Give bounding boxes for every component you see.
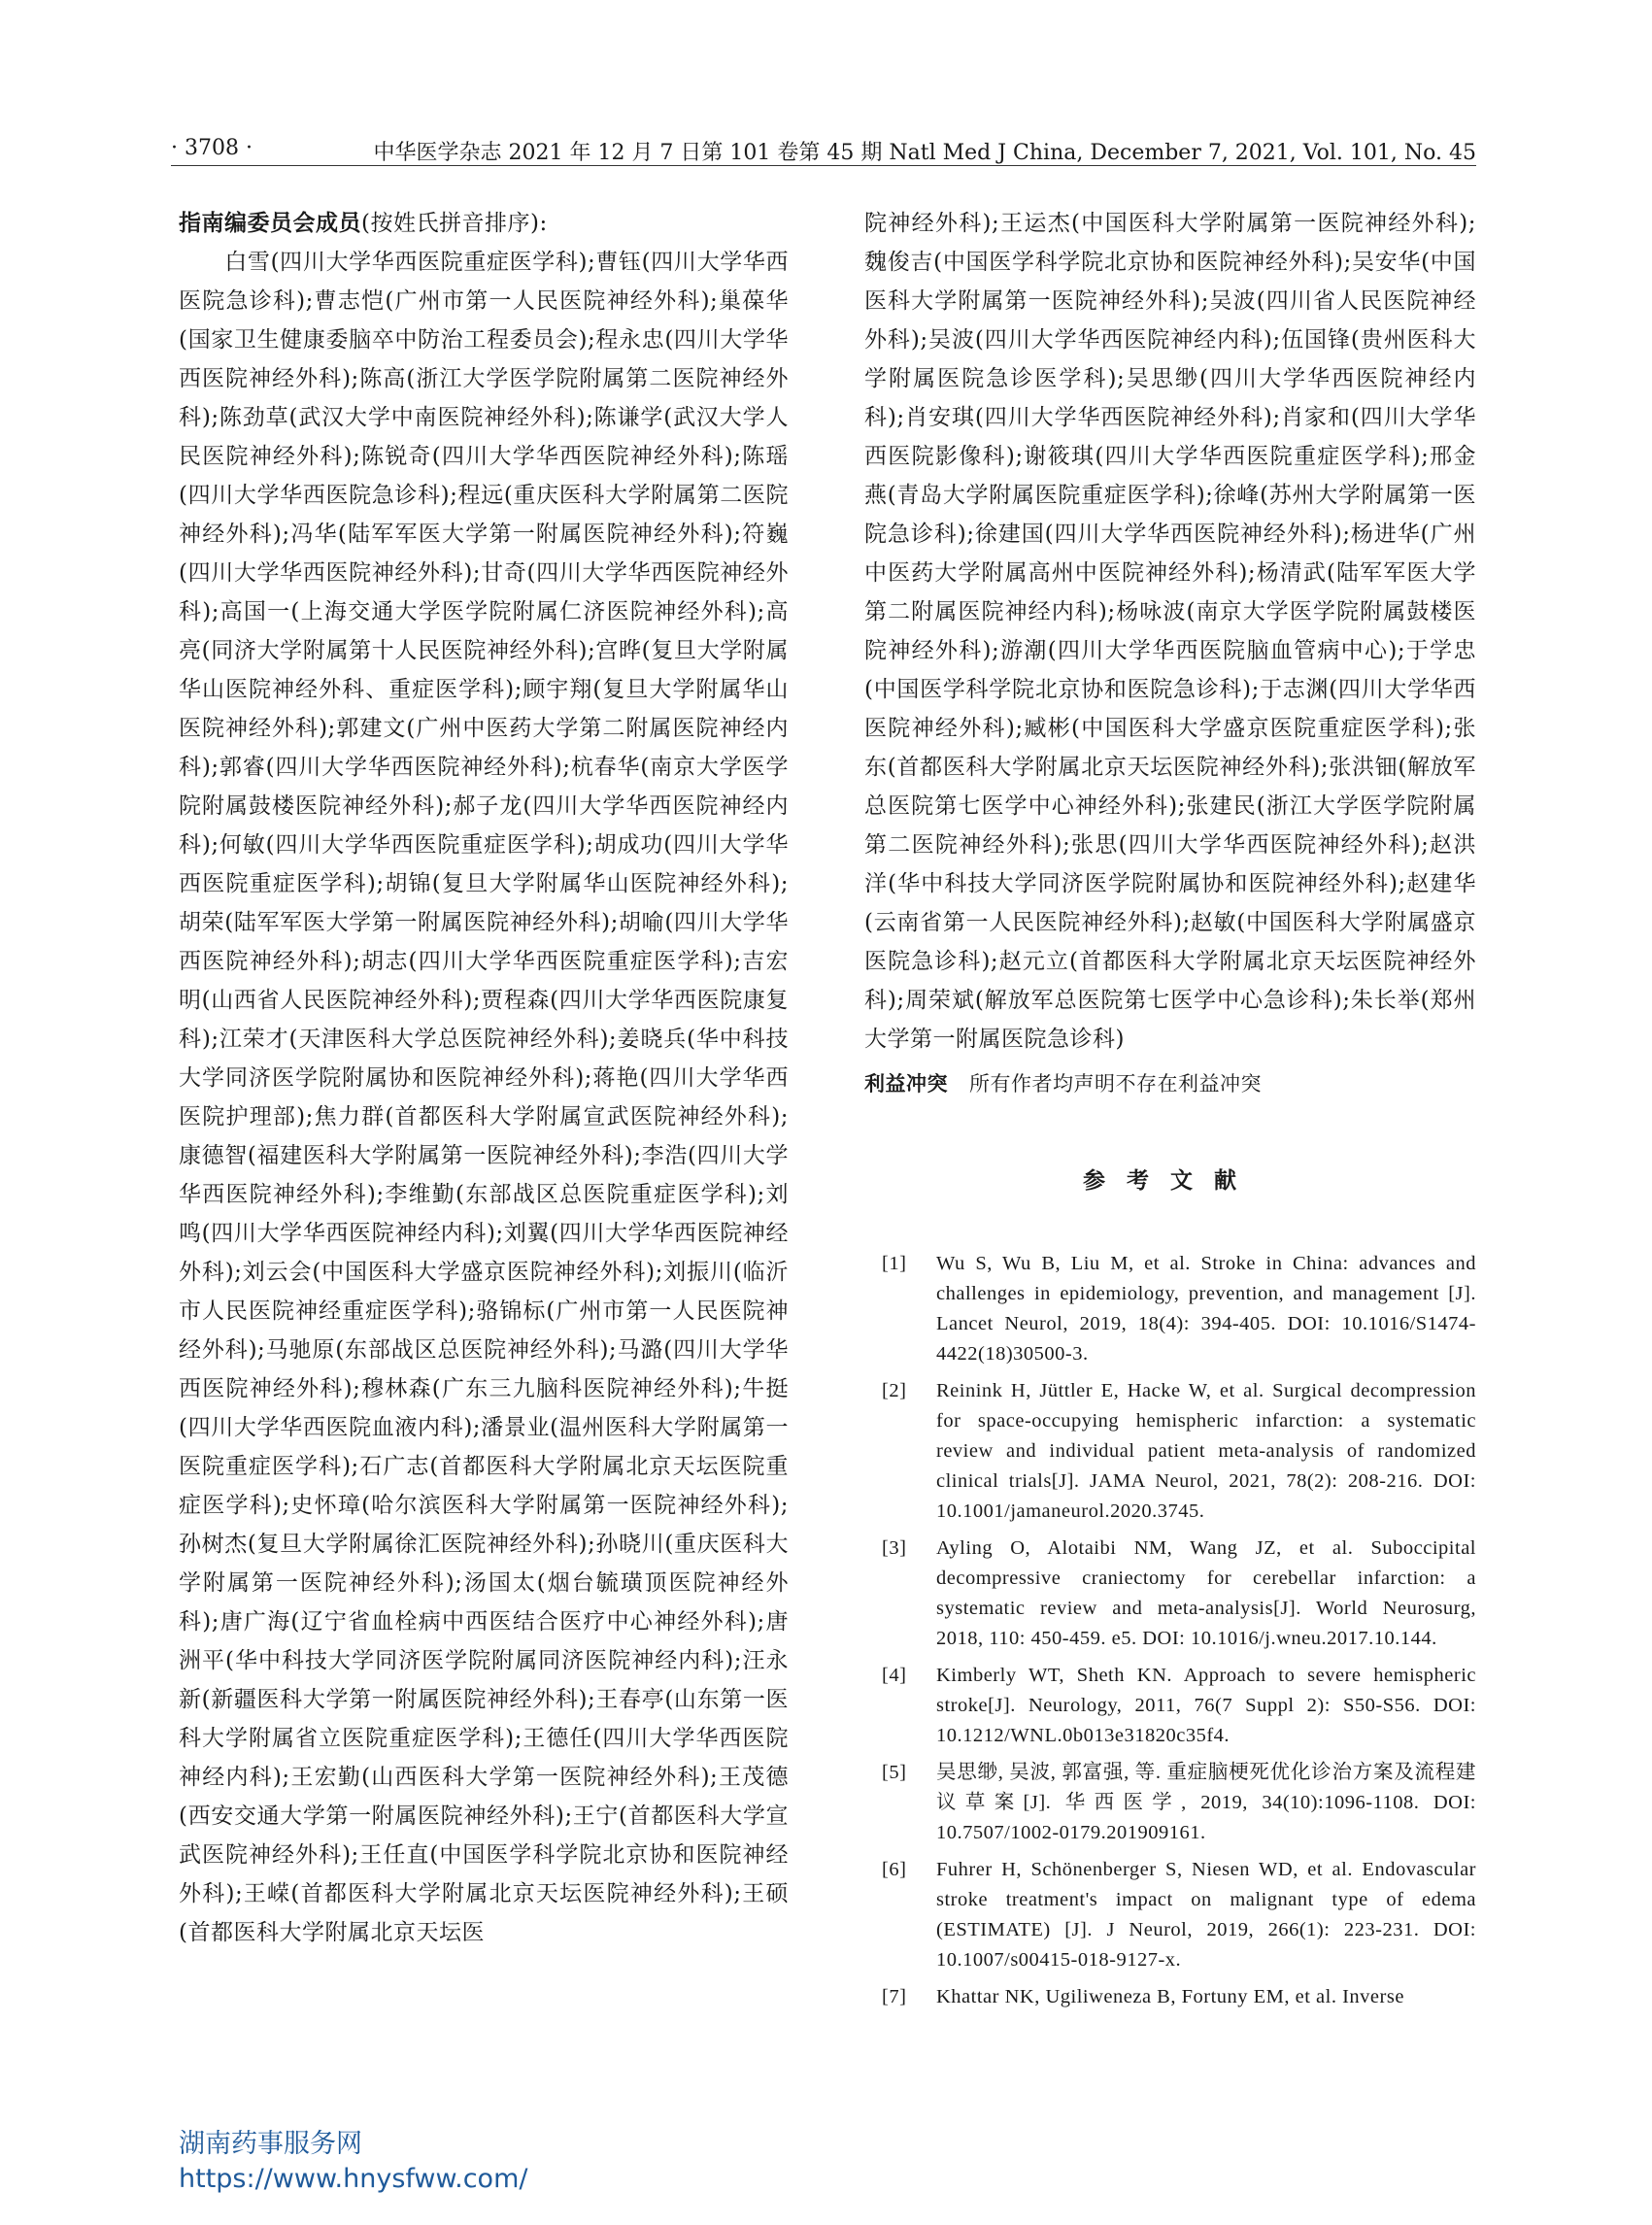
conflict-label: 利益冲突 bbox=[864, 1072, 948, 1096]
reference-item bbox=[864, 1855, 1476, 1975]
page-number: · 3708 · bbox=[171, 136, 253, 160]
reference-item bbox=[864, 1982, 1476, 2012]
reference-text: Reinink H, Jüttler E, Hacke W, et al. Surgical decompression for space-occupying hemispheric infarction: a systematic review and individual patient meta-analysis of randomized clinical trials[J]. JAMA Neurol, 2021, 78(2): 208-216. DOI: 10.1001/jamaneurol.2020.3745. bbox=[936, 1380, 1476, 1522]
running-header bbox=[171, 134, 1476, 166]
members-list-right bbox=[864, 204, 1476, 1059]
watermark-url[interactable]: https://www.hnysfww.com/ bbox=[179, 2164, 528, 2194]
reference-text: 吴思缈, 吴波, 郭富强, 等. 重症脑梗死优化诊治方案及流程建议草案[J]. 华西医学, 2019, 34(10):1096-1108. DOI: 10.7507/1002-0179.201909161. bbox=[936, 1762, 1476, 1843]
watermark-name: 湖南药事服务网 bbox=[179, 2129, 362, 2159]
site-watermark bbox=[179, 2127, 527, 2197]
reference-item bbox=[864, 1376, 1476, 1527]
reference-number: [1] bbox=[882, 1253, 907, 1274]
reference-item bbox=[864, 1758, 1476, 1848]
members-heading bbox=[179, 204, 789, 243]
reference-number: [3] bbox=[882, 1537, 907, 1559]
members-list-left bbox=[179, 243, 789, 1952]
left-column bbox=[179, 204, 789, 1952]
members-title: 指南编委员会成员 bbox=[179, 211, 361, 236]
reference-item bbox=[864, 1249, 1476, 1369]
reference-list bbox=[864, 1249, 1476, 2012]
journal-citation: 中华医学杂志 2021 年 12 月 7 日第 101 卷第 45 期 Natl Med J China, December 7, 2021, Vol. 101, No. 45 bbox=[373, 141, 1476, 165]
reference-item bbox=[864, 1534, 1476, 1654]
right-column bbox=[864, 204, 1476, 2019]
reference-number: [4] bbox=[882, 1665, 907, 1686]
reference-text: Wu S, Wu B, Liu M, et al. Stroke in China: advances and challenges in epidemiology, prevention, and management [J]. Lancet Neurol, 2019, 18(4): 394-405. DOI: 10.1016/S1474-4422(18)30500-3. bbox=[936, 1253, 1476, 1365]
conflict-of-interest bbox=[864, 1064, 1476, 1103]
reference-number: [7] bbox=[882, 1986, 907, 2007]
reference-number: [2] bbox=[882, 1380, 907, 1401]
reference-text: Khattar NK, Ugiliweneza B, Fortuny EM, et al. Inverse bbox=[936, 1986, 1404, 2007]
reference-text: Fuhrer H, Schönenberger S, Niesen WD, et al. Endovascular stroke treatment's impact on malignant type of edema (ESTIMATE) [J]. J Neurol, 2019, 266(1): 223-231. DOI: 10.1007/s00415-018-9127-x. bbox=[936, 1859, 1476, 1971]
members-text-right: 院神经外科);王运杰(中国医科大学附属第一医院神经外科);魏俊吉(中国医学科学院北京协和医院神经外科);吴安华(中国医科大学附属第一医院神经外科);吴波(四川省人民医院神经外科);吴波(四川大学华西医院神经内科);伍国锋(贵州医科大学附属医院急诊医学科);吴思缈(四川大学华西医院神经内科);肖安琪(四川大学华西医院神经外科);肖家和(四川大学华西医院影像科);谢筱琪(四川大学华西医院重症医学科);邢金燕(青岛大学附属医院重症医学科);徐峰(苏州大学附属第一医院急诊科);徐建国(四川大学华西医院神经外科);杨进华(广州中医药大学附属高州中医院神经外科);杨清武(陆军军医大学第二附属医院神经内科);杨咏波(南京大学医学院附属鼓楼医院神经外科);游潮(四川大学华西医院脑血管病中心);于学忠(中国医学科学院北京协和医院急诊科);于志渊(四川大学华西医院神经外科);臧彬(中国医科大学盛京医院重症医学科);张东(首都医科大学附属北京天坛医院神经外科);张洪钿(解放军总医院第七医学中心神经外科);张建民(浙江大学医学院附属第二医院神经外科);张思(四川大学华西医院神经外科);赵洪洋(华中科技大学同济医学院附属协和医院神经外科);赵建华(云南省第一人民医院神经外科);赵敏(中国医科大学附属盛京医院急诊科);赵元立(首都医科大学附属北京天坛医院神经外科);周荣斌(解放军总医院第七医学中心急诊科);朱长举(郑州大学第一附属医院急诊科) bbox=[864, 211, 1476, 1052]
reference-number: [5] bbox=[882, 1762, 907, 1783]
reference-number: [6] bbox=[882, 1859, 907, 1880]
members-title-suffix: (按姓氏拼音排序): bbox=[361, 211, 548, 236]
references-heading: 参考文献 bbox=[1083, 1168, 1258, 1194]
reference-item bbox=[864, 1661, 1476, 1751]
members-text-left: 白雪(四川大学华西医院重症医学科);曹钰(四川大学华西医院急诊科);曹志恺(广州市第一人民医院神经外科);巢葆华(国家卫生健康委脑卒中防治工程委员会);程永忠(四川大学华西医院神经外科);陈高(浙江大学医学院附属第二医院神经外科);陈劲草(武汉大学中南医院神经外科);陈谦学(武汉大学人民医院神经外科);陈锐奇(四川大学华西医院神经外科);陈瑶(四川大学华西医院急诊科);程远(重庆医科大学附属第二医院神经外科);冯华(陆军军医大学第一附属医院神经外科);符巍(四川大学华西医院神经外科);甘奇(四川大学华西医院神经外科);高国一(上海交通大学医学院附属仁济医院神经外科);高亮(同济大学附属第十人民医院神经外科);宫晔(复旦大学附属华山医院神经外科、重症医学科);顾宇翔(复旦大学附属华山医院神经外科);郭建文(广州中医药大学第二附属医院神经内科);郭睿(四川大学华西医院神经外科);杭春华(南京大学医学院附属鼓楼医院神经外科);郝子龙(四川大学华西医院神经内科);何敏(四川大学华西医院重症医学科);胡成功(四川大学华西医院重症医学科);胡锦(复旦大学附属华山医院神经外科);胡荣(陆军军医大学第一附属医院神经外科);胡喻(四川大学华西医院神经外科);胡志(四川大学华西医院重症医学科);吉宏明(山西省人民医院神经外科);贾程森(四川大学华西医院康复科);江荣才(天津医科大学总医院神经外科);姜晓兵(华中科技大学同济医学院附属协和医院神经外科);蒋艳(四川大学华西医院护理部);焦力群(首都医科大学附属宣武医院神经外科);康德智(福建医科大学附属第一医院神经外科);李浩(四川大学华西医院神经外科);李维勤(东部战区总医院重症医学科);刘鸣(四川大学华西医院神经内科);刘翼(四川大学华西医院神经外科);刘云会(中国医科大学盛京医院神经外科);刘振川(临沂市人民医院神经重症医学科);骆锦标(广州市第一人民医院神经外科);马驰原(东部战区总医院神经外科);马潞(四川大学华西医院神经外科);穆林森(广东三九脑科医院神经外科);牛挺(四川大学华西医院血液内科);潘景业(温州医科大学附属第一医院重症医学科);石广志(首都医科大学附属北京天坛医院重症医学科);史怀璋(哈尔滨医科大学附属第一医院神经外科);孙树杰(复旦大学附属徐汇医院神经外科);孙晓川(重庆医科大学附属第一医院神经外科);汤国太(烟台毓璜顶医院神经外科);唐广海(辽宁省血栓病中西医结合医疗中心神经外科);唐洲平(华中科技大学同济医学院附属同济医院神经内科);汪永新(新疆医科大学第一附属医院神经外科);王春亭(山东第一医科大学附属省立医院重症医学科);王德任(四川大学华西医院神经内科);王宏勤(山西医科大学第一医院神经外科);王茂德(西安交通大学第一附属医院神经外科);王宁(首都医科大学宣武医院神经外科);王任直(中国医学科学院北京协和医院神经外科);王嵘(首都医科大学附属北京天坛医院神经外科);王硕(首都医科大学附属北京天坛医 bbox=[179, 250, 789, 1945]
reference-text: Kimberly WT, Sheth KN. Approach to severe hemispheric stroke[J]. Neurology, 2011, 76(7 Suppl 2): S50-S56. DOI: 10.1212/WNL.0b013e31820c35f4. bbox=[936, 1665, 1476, 1746]
reference-text: Ayling O, Alotaibi NM, Wang JZ, et al. Suboccipital decompressive craniectomy for cerebellar infarction: a systematic review and meta-analysis[J]. World Neurosurg, 2018, 110: 450-459. e5. DOI: 10.1016/j.wneu.2017.10.144. bbox=[936, 1537, 1476, 1649]
conflict-text: 所有作者均声明不存在利益冲突 bbox=[969, 1072, 1262, 1096]
